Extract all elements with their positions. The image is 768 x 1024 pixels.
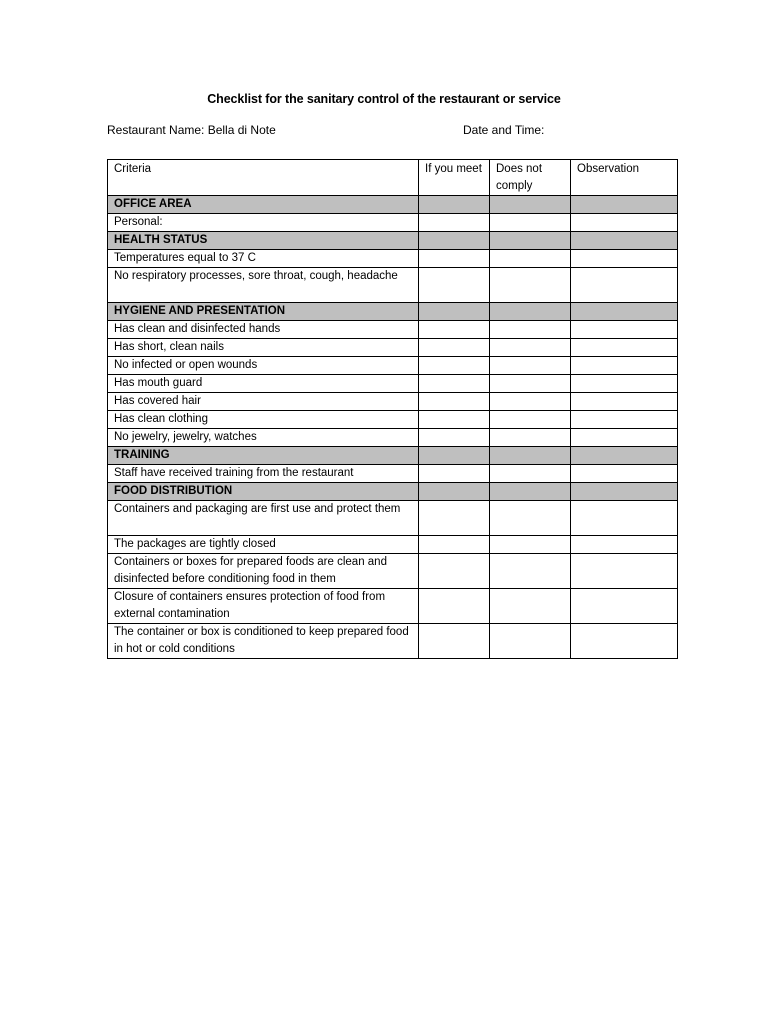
criteria-cell: Has mouth guard bbox=[108, 375, 419, 393]
meet-cell bbox=[419, 232, 490, 250]
meet-cell[interactable] bbox=[419, 501, 490, 536]
section-row bbox=[108, 447, 678, 465]
meet-cell[interactable] bbox=[419, 321, 490, 339]
no-comply-cell bbox=[490, 303, 571, 321]
observation-cell[interactable] bbox=[571, 536, 678, 554]
criteria-cell: Containers and packaging are first use and protect them bbox=[108, 501, 419, 536]
observation-cell bbox=[571, 303, 678, 321]
section-title: HYGIENE AND PRESENTATION bbox=[108, 303, 419, 321]
meet-cell[interactable] bbox=[419, 465, 490, 483]
observation-cell[interactable] bbox=[571, 339, 678, 357]
observation-cell[interactable] bbox=[571, 321, 678, 339]
no-comply-cell[interactable] bbox=[490, 357, 571, 375]
observation-cell[interactable] bbox=[571, 393, 678, 411]
no-comply-cell bbox=[490, 232, 571, 250]
table-row bbox=[108, 554, 678, 589]
observation-cell[interactable] bbox=[571, 554, 678, 589]
section-title: TRAINING bbox=[108, 447, 419, 465]
section-title: HEALTH STATUS bbox=[108, 232, 419, 250]
observation-cell bbox=[571, 232, 678, 250]
section-row bbox=[108, 483, 678, 501]
date-time-label: Date and Time: bbox=[463, 123, 545, 137]
table-row bbox=[108, 321, 678, 339]
meet-cell[interactable] bbox=[419, 214, 490, 232]
header-row bbox=[108, 160, 678, 196]
criteria-cell: No respiratory processes, sore throat, cough, headache bbox=[108, 268, 419, 303]
header-observation: Observation bbox=[571, 160, 678, 196]
table-row bbox=[108, 429, 678, 447]
no-comply-cell bbox=[490, 447, 571, 465]
header-criteria: Criteria bbox=[108, 160, 419, 196]
no-comply-cell[interactable] bbox=[490, 393, 571, 411]
table-row bbox=[108, 375, 678, 393]
page-title: Checklist for the sanitary control of the restaurant or service bbox=[207, 92, 561, 106]
observation-cell[interactable] bbox=[571, 429, 678, 447]
section-row bbox=[108, 196, 678, 214]
meet-cell[interactable] bbox=[419, 357, 490, 375]
observation-cell[interactable] bbox=[571, 411, 678, 429]
criteria-cell: Temperatures equal to 37 C bbox=[108, 250, 419, 268]
criteria-cell: No jewelry, jewelry, watches bbox=[108, 429, 419, 447]
table-row bbox=[108, 357, 678, 375]
criteria-cell: Containers or boxes for prepared foods are clean and disinfected before conditioning food in them bbox=[108, 554, 419, 589]
meet-cell[interactable] bbox=[419, 429, 490, 447]
table-row bbox=[108, 501, 678, 536]
criteria-cell: Has covered hair bbox=[108, 393, 419, 411]
observation-cell bbox=[571, 483, 678, 501]
meet-cell[interactable] bbox=[419, 393, 490, 411]
table-row bbox=[108, 411, 678, 429]
header-no-comply: Does not comply bbox=[490, 160, 571, 196]
table-row bbox=[108, 339, 678, 357]
criteria-cell: Has clean and disinfected hands bbox=[108, 321, 419, 339]
meet-cell bbox=[419, 303, 490, 321]
no-comply-cell[interactable] bbox=[490, 214, 571, 232]
no-comply-cell[interactable] bbox=[490, 589, 571, 624]
header-meet: If you meet bbox=[419, 160, 490, 196]
no-comply-cell[interactable] bbox=[490, 411, 571, 429]
section-row bbox=[108, 232, 678, 250]
section-title: OFFICE AREA bbox=[108, 196, 419, 214]
checklist-body bbox=[108, 196, 678, 659]
no-comply-cell[interactable] bbox=[490, 268, 571, 303]
observation-cell[interactable] bbox=[571, 214, 678, 232]
no-comply-cell[interactable] bbox=[490, 339, 571, 357]
meet-cell[interactable] bbox=[419, 375, 490, 393]
no-comply-cell bbox=[490, 483, 571, 501]
criteria-cell: Staff have received training from the restaurant bbox=[108, 465, 419, 483]
table-row bbox=[108, 268, 678, 303]
observation-cell[interactable] bbox=[571, 250, 678, 268]
meet-cell[interactable] bbox=[419, 268, 490, 303]
criteria-cell: Closure of containers ensures protection of food from external contamination bbox=[108, 589, 419, 624]
meet-cell bbox=[419, 447, 490, 465]
observation-cell[interactable] bbox=[571, 501, 678, 536]
meet-cell[interactable] bbox=[419, 624, 490, 659]
criteria-cell: Has short, clean nails bbox=[108, 339, 419, 357]
table-row bbox=[108, 536, 678, 554]
meet-cell[interactable] bbox=[419, 554, 490, 589]
checklist-table bbox=[107, 159, 678, 659]
no-comply-cell[interactable] bbox=[490, 321, 571, 339]
no-comply-cell[interactable] bbox=[490, 375, 571, 393]
no-comply-cell[interactable] bbox=[490, 429, 571, 447]
meet-cell bbox=[419, 196, 490, 214]
no-comply-cell[interactable] bbox=[490, 501, 571, 536]
observation-cell[interactable] bbox=[571, 357, 678, 375]
no-comply-cell[interactable] bbox=[490, 250, 571, 268]
table-row bbox=[108, 250, 678, 268]
table-row bbox=[108, 624, 678, 659]
observation-cell[interactable] bbox=[571, 268, 678, 303]
observation-cell[interactable] bbox=[571, 589, 678, 624]
meet-cell[interactable] bbox=[419, 411, 490, 429]
section-title: FOOD DISTRIBUTION bbox=[108, 483, 419, 501]
no-comply-cell[interactable] bbox=[490, 624, 571, 659]
meet-cell[interactable] bbox=[419, 339, 490, 357]
observation-cell[interactable] bbox=[571, 375, 678, 393]
restaurant-name: Restaurant Name: Bella di Note bbox=[107, 123, 276, 137]
observation-cell bbox=[571, 196, 678, 214]
meet-cell[interactable] bbox=[419, 589, 490, 624]
no-comply-cell[interactable] bbox=[490, 554, 571, 589]
observation-cell[interactable] bbox=[571, 624, 678, 659]
criteria-cell: The container or box is conditioned to keep prepared food in hot or cold conditions bbox=[108, 624, 419, 659]
table-row bbox=[108, 393, 678, 411]
table-row bbox=[108, 465, 678, 483]
meet-cell[interactable] bbox=[419, 250, 490, 268]
observation-cell[interactable] bbox=[571, 465, 678, 483]
meet-cell bbox=[419, 483, 490, 501]
section-row bbox=[108, 303, 678, 321]
no-comply-cell[interactable] bbox=[490, 536, 571, 554]
criteria-cell: Personal: bbox=[108, 214, 419, 232]
meet-cell[interactable] bbox=[419, 536, 490, 554]
table-row bbox=[108, 589, 678, 624]
table-row bbox=[108, 214, 678, 232]
criteria-cell: No infected or open wounds bbox=[108, 357, 419, 375]
criteria-cell: The packages are tightly closed bbox=[108, 536, 419, 554]
no-comply-cell bbox=[490, 196, 571, 214]
criteria-cell: Has clean clothing bbox=[108, 411, 419, 429]
no-comply-cell[interactable] bbox=[490, 465, 571, 483]
observation-cell bbox=[571, 447, 678, 465]
